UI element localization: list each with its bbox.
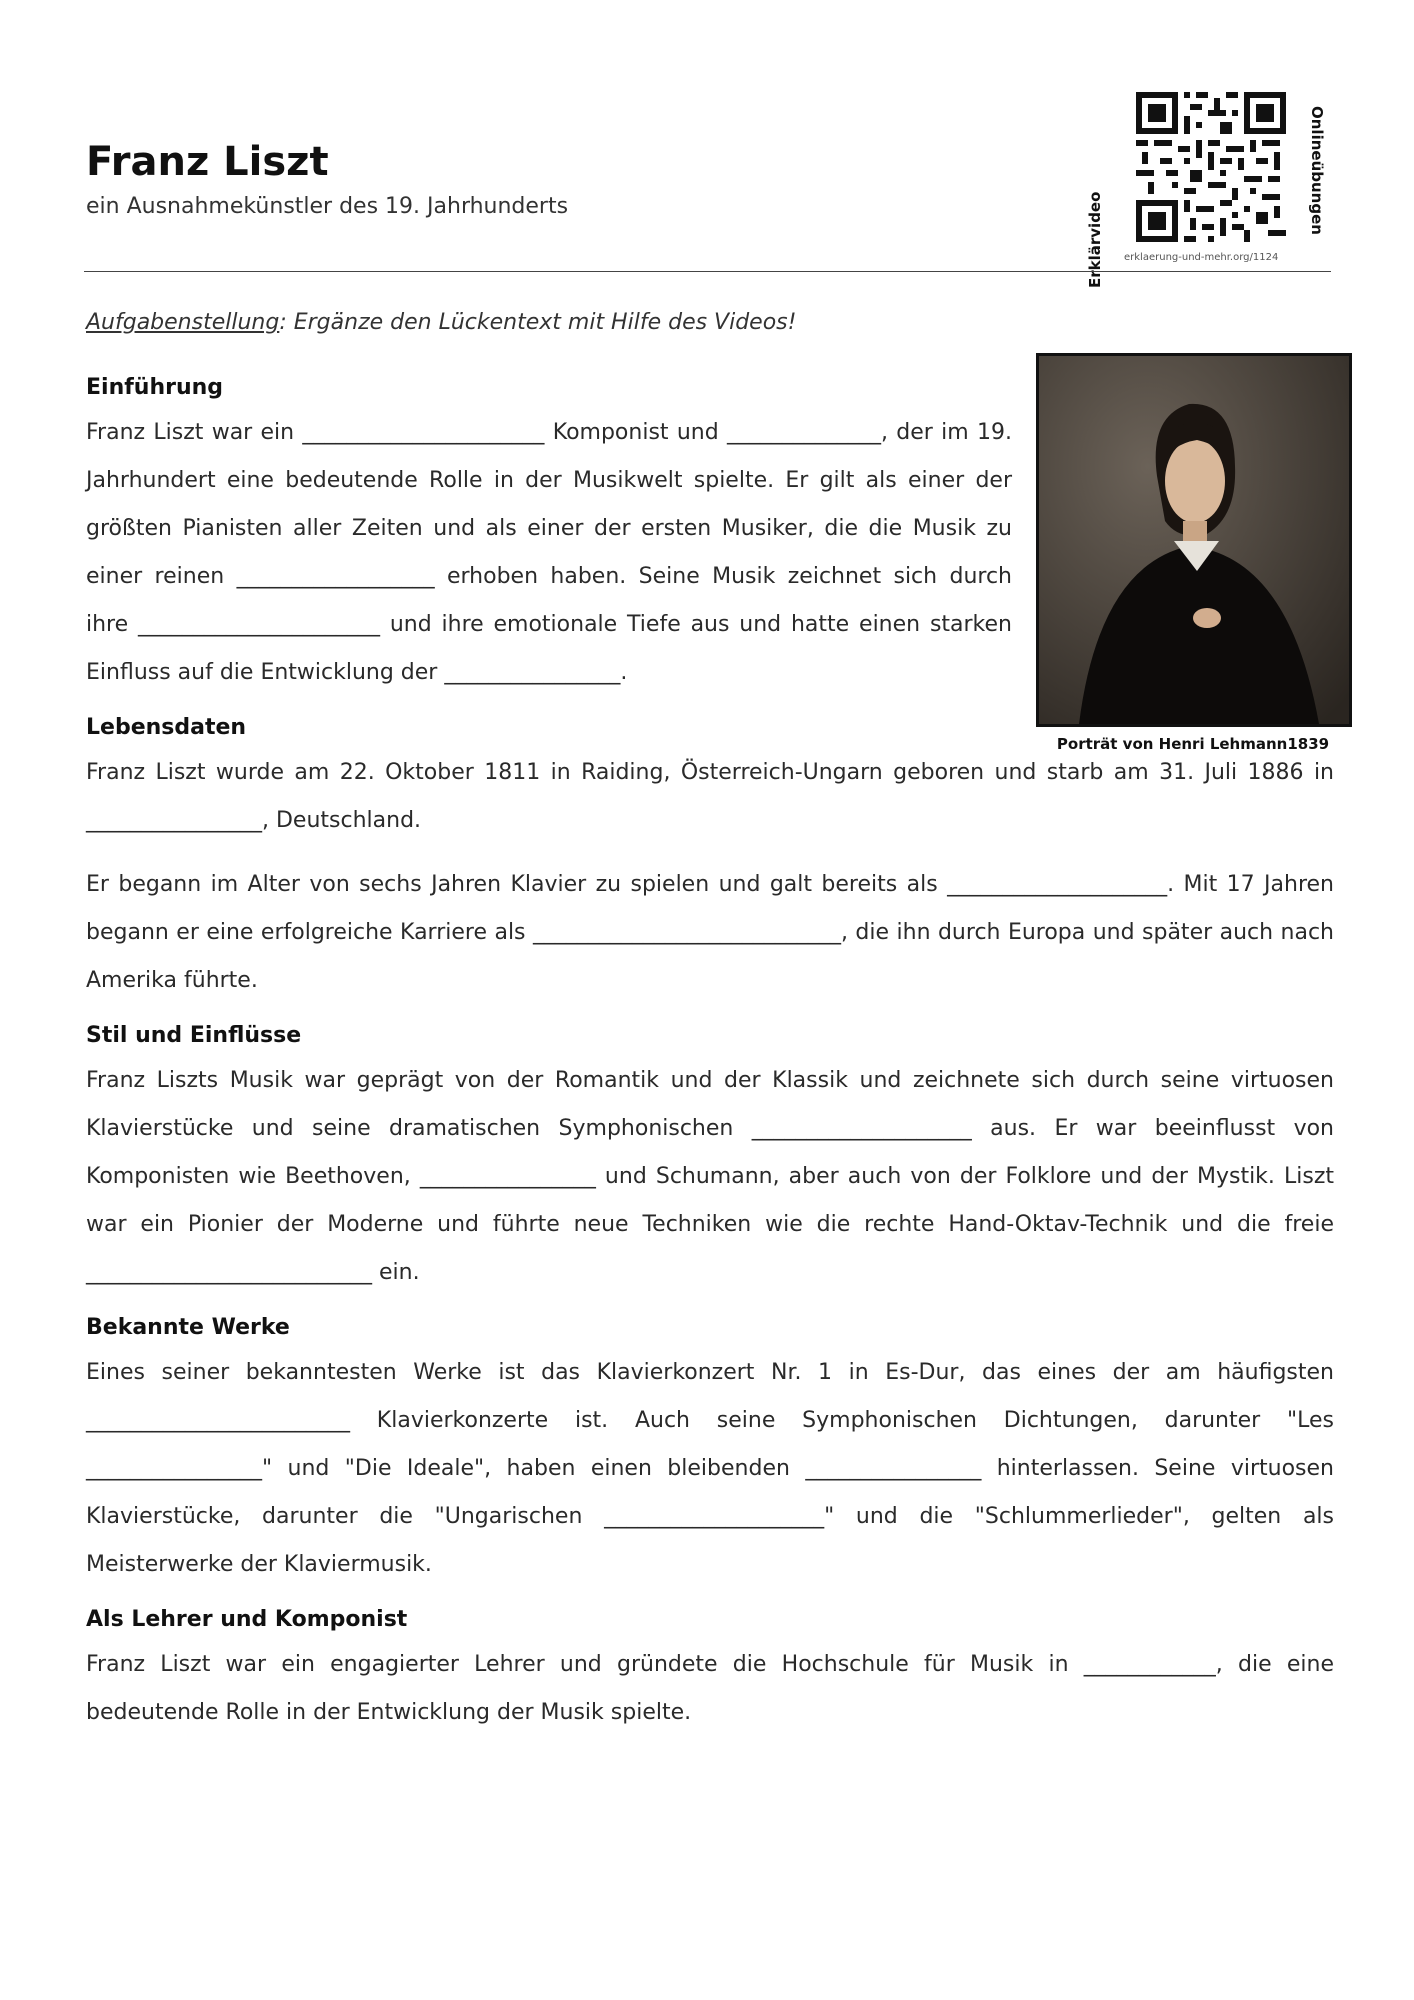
section-text: Franz Liszt war ein ______________________ Komponist und ______________, der im 19. Jahrhundert eine bedeutende Rolle in der Musikwelt spielte. Er gilt als einer der größten Pianisten aller Zeiten und als einer der ersten Musiker, die die Musik zu einer reinen __________________ erhoben haben. Seine Musik zeichnet sich durch ihre ______________________ und ihre emotionale Tiefe aus und hatte einen starken Einfluss auf die Entwicklung der ________________. — [86, 420, 1012, 685]
section-life — [86, 713, 1334, 1005]
section-style — [86, 1021, 1334, 1297]
page-title: Franz Liszt — [86, 139, 329, 185]
qr-url[interactable]: erklaerung-und-mehr.org/1124 — [1124, 252, 1279, 263]
portrait-caption: Porträt von Henri Lehmann1839 — [1056, 735, 1330, 753]
qr-code-icon[interactable] — [1136, 92, 1286, 242]
section-teacher — [86, 1605, 1334, 1737]
section-text: Franz Liszt war ein engagierter Lehrer und gründete die Hochschule für Musik in ____________, die eine bedeutende Rolle in der Entwicklung der Musik spielte. — [86, 1652, 1334, 1725]
section-text: Franz Liszt wurde am 22. Oktober 1811 in Raiding, Österreich-Ungarn geboren und starb am 31. Juli 1886 in ________________, Deutschland. — [86, 760, 1334, 833]
portrait-image — [1036, 353, 1352, 727]
qr-block — [1086, 88, 1336, 288]
page-subtitle: ein Ausnahmekünstler des 19. Jahrhunderts — [86, 194, 569, 219]
section-text: Er begann im Alter von sechs Jahren Klavier zu spielen und galt bereits als ____________________. Mit 17 Jahren begann er eine erfolgreiche Karriere als ____________________________, die ihn durch Europa und später auch nach Amerika führte. — [86, 872, 1334, 993]
section-works — [86, 1313, 1334, 1589]
section-heading: Bekannte Werke — [86, 1315, 290, 1340]
section-text: Franz Liszts Musik war geprägt von der Romantik und der Klassik und zeichnete sich durch seine virtuosen Klavierstücke und seine dramatischen Symphonischen ____________________ aus. Er war beeinflusst von Komponisten wie Beethoven, ________________ und Schumann, aber auch von der Folklore und der Mystik. Liszt war ein Pionier der Moderne und führte neue Techniken wie die rechte Hand-Oktav-Technik und die freie __________________________ ein. — [86, 1068, 1334, 1285]
task-instruction — [86, 310, 1334, 335]
section-text: Eines seiner bekanntesten Werke ist das Klavierkonzert Nr. 1 in Es-Dur, das eines der am häufigsten ________________________ Klavierkonzerte ist. Auch seine Symphonischen Dichtungen, darunter "Les ________________" und "Die Ideale", haben einen bleibenden ________________ hinterlassen. Seine virtuosen Klavierstücke, darunter die "Ungarischen ____________________" und die "Schlummerlieder", gelten als Meisterwerke der Klaviermusik. — [86, 1360, 1334, 1577]
page-header — [86, 136, 568, 219]
portrait-figure — [1036, 353, 1350, 753]
qr-left-label: Erklärvideo — [1086, 191, 1104, 288]
header-divider — [84, 271, 1331, 272]
task-text: : Ergänze den Lückentext mit Hilfe des Videos! — [279, 310, 797, 335]
section-heading: Einführung — [86, 375, 224, 400]
section-heading: Als Lehrer und Komponist — [86, 1607, 408, 1632]
worksheet-content — [86, 300, 1334, 1753]
section-heading: Lebensdaten — [86, 715, 247, 740]
qr-right-label: Onlineübungen — [1308, 106, 1326, 235]
section-heading: Stil und Einflüsse — [86, 1023, 302, 1048]
task-label: Aufgabenstellung — [86, 310, 280, 335]
